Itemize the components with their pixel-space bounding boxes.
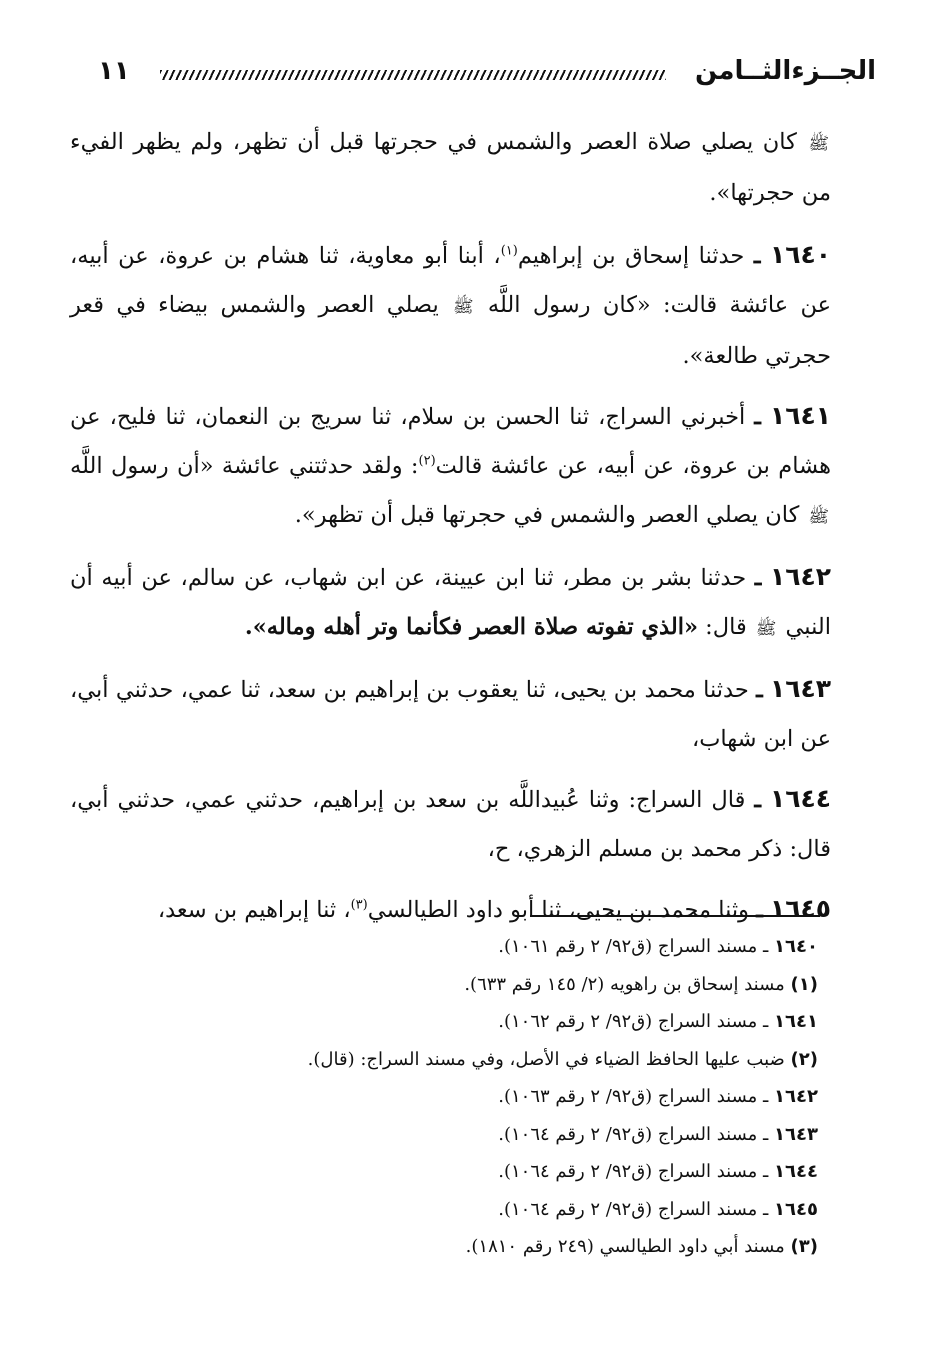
- paragraph-text: حدثنا محمد بن يحيى، ثنا يعقوب بن إبراهيم بن سعد، ثنا عمي، حدثني أبي، عن ابن شهاب،: [70, 677, 831, 752]
- footnote-ref: (٣): [350, 897, 368, 913]
- footnote-ref: (٢): [418, 453, 436, 469]
- hadith-1642: ١٦٤٢ ـ حدثنا بشر بن مطر، ثنا ابن عيينة، عن ابن شهاب، عن سالم، عن أبيه أن النبي ﷺ قال: «الذي تفوته صلاة العصر فكأنما وتر أهله وماله».: [70, 552, 831, 654]
- footnote-text: ـ مسند السراج (ق٩٢/ ٢ رقم ١٠٦٢).: [498, 1011, 769, 1032]
- footnote-text: ـ مسند السراج (ق٩٢/ ٢ رقم ١٠٦٤).: [498, 1161, 769, 1182]
- footnote-item: [70, 1078, 818, 1116]
- paragraph-text: قال السراج: وثنا عُبيداللَّه بن سعد بن إبراهيم، حدثني عمي، حدثني أبي، قال: ذكر محمد بن مسلم الزهري، ح،: [70, 787, 831, 862]
- hadith-number: ١٦٤٣: [769, 674, 832, 703]
- page-header: [60, 50, 876, 102]
- footnote-item: [70, 1041, 818, 1079]
- hadith-number: ١٦٤٢: [769, 562, 831, 591]
- paragraph-text: حدثنا بشر بن مطر، ثنا ابن عيينة، عن ابن شهاب، عن سالم، عن أبيه أن النبي: [70, 565, 831, 640]
- hadith-number: ١٦٤٠: [769, 240, 832, 269]
- footnote-ref: (١): [500, 243, 518, 259]
- paragraph-text: يصلي العصر والشمس بيضاء في قعر حجرتي طالعة».: [70, 292, 831, 369]
- footnote-text: مسند إسحاق بن راهويه (٢/ ١٤٥ رقم ٦٣٣).: [464, 973, 785, 995]
- paragraph-continuation: [70, 118, 831, 218]
- footnote-item: [70, 1191, 818, 1229]
- main-text: [70, 118, 831, 945]
- footnote-text: ـ مسند السراج (ق٩٢/ ٢ رقم ١٠٦١).: [498, 936, 769, 957]
- footnote-number: ١٦٤٥: [774, 1198, 818, 1220]
- salawat-glyph: ﷺ: [755, 619, 777, 639]
- footnotes: [70, 928, 818, 1266]
- footnote-text: ـ مسند السراج (ق٩٢/ ٢ رقم ١٠٦٤).: [498, 1198, 769, 1220]
- footnote-number: (٣): [790, 1236, 818, 1257]
- footnote-item: [70, 1116, 818, 1154]
- footnote-separator: [530, 915, 820, 917]
- footnote-item: [70, 1228, 818, 1266]
- page-number: ١١: [98, 56, 130, 86]
- paragraph-text: قال:: [698, 614, 754, 640]
- paragraph-text: كان يصلي العصر والشمس في حجرتها قبل أن تظهر».: [294, 502, 807, 528]
- footnote-number: ١٦٤٢: [774, 1086, 818, 1107]
- footnote-text: ضبب عليها الحافظ الضياء في الأصل، وفي مسند السراج: (قال).: [307, 1048, 785, 1070]
- hadith-1641: ١٦٤١ ـ أخبرني السراج، ثنا الحسن بن سلام، ثنا سريج بن النعمان، ثنا فليح، عن هشام بن عروة، عن أبيه، عن عائشة قالت$^{(٢)}$: ولقد حدثتني عائشة «أن رسول اللَّه ﷺ كان يصلي العصر والشمس في حجرتها قبل أن تظهر».: [70, 391, 831, 542]
- footnote-number: (٢): [790, 1048, 818, 1070]
- paragraph-text: ، أبنا أبو معاوية، ثنا هشام بن عروة، عن أبيه، عن عائشة قالت: «كان رسول اللَّه: [70, 243, 832, 318]
- footnote-text: ـ مسند السراج (ق٩٢/ ٢ رقم ١٠٦٤).: [498, 1123, 769, 1145]
- footnote-item: [70, 928, 818, 966]
- hadith-1644: ١٦٤٤ ـ قال السراج: وثنا عُبيداللَّه بن سعد بن إبراهيم، حدثني عمي، حدثني أبي، قال: ذكر محمد بن مسلم الزهري، ح،: [70, 784, 832, 862]
- paragraph-text: وثنا محمد بن يحيى، ثنا أبو داود الطيالسي: [367, 897, 750, 923]
- footnote-number: ١٦٤١: [774, 1011, 818, 1032]
- paragraph-text: حدثنا إسحاق بن إبراهيم: [517, 243, 745, 269]
- hadith-number: ١٦٤٤: [769, 784, 832, 813]
- footnote-number: ١٦٤٠: [774, 936, 818, 957]
- hadith-1645: ١٦٤٥ ـ وثنا محمد بن يحيى، ثنا أبو داود الطيالسي$^{(٣)}$، ثنا إبراهيم بن سعد،: [157, 894, 831, 923]
- part-title: الجــزءالثــامن: [695, 56, 876, 86]
- footnote-number: ١٦٤٤: [774, 1161, 818, 1182]
- hadith-1643: ١٦٤٣ ـ حدثنا محمد بن يحيى، ثنا يعقوب بن إبراهيم بن سعد، ثنا عمي، حدثني أبي، عن ابن شهاب،: [70, 674, 832, 752]
- hadith-1640: ١٦٤٠ ـ حدثنا إسحاق بن إبراهيم$^{(١)}$، أبنا أبو معاوية، ثنا هشام بن عروة، عن أبيه، عن عائشة قالت: «كان رسول اللَّه ﷺ يصلي العصر والشمس بيضاء في قعر حجرتي طالعة».: [70, 240, 832, 369]
- footnote-item: [70, 966, 818, 1004]
- footnote-text: ـ مسند السراج (ق٩٢/ ٢ رقم ١٠٦٣).: [498, 1086, 769, 1107]
- salawat-glyph: ﷺ: [808, 507, 829, 527]
- hadith-number: ١٦٤١: [769, 401, 831, 430]
- footnote-item: [70, 1153, 818, 1191]
- hadith-matn-bold: «الذي تفوته صلاة العصر فكأنما وتر أهله وماله».: [244, 614, 699, 640]
- footnote-item: [70, 1003, 818, 1041]
- hadith-number: ١٦٤٥: [769, 894, 831, 923]
- footnote-number: ١٦٤٣: [774, 1123, 818, 1145]
- paragraph-text: أخبرني السراج، ثنا الحسن بن سلام، ثنا سريج بن النعمان، ثنا فليح، عن هشام بن عروة، عن أبيه، عن عائشة قالت: [70, 404, 832, 479]
- salawat-glyph: ﷺ: [453, 297, 474, 317]
- paragraph-text: : ولقد حدثتني عائشة «أن رسول اللَّه: [70, 453, 419, 479]
- footnote-number: (١): [790, 973, 818, 995]
- paragraph-text: ، ثنا إبراهيم بن سعد،: [157, 897, 351, 923]
- footnote-text: مسند أبي داود الطيالسي (٢٤٩ رقم ١٨١٠).: [465, 1236, 785, 1257]
- paragraph-text: كان يصلي صلاة العصر والشمس في حجرتها قبل أن تظهر، ولم يظهر الفيء من حجرتها».: [70, 129, 831, 206]
- header-rule: [160, 70, 666, 80]
- salawat-glyph: ﷺ: [808, 134, 829, 154]
